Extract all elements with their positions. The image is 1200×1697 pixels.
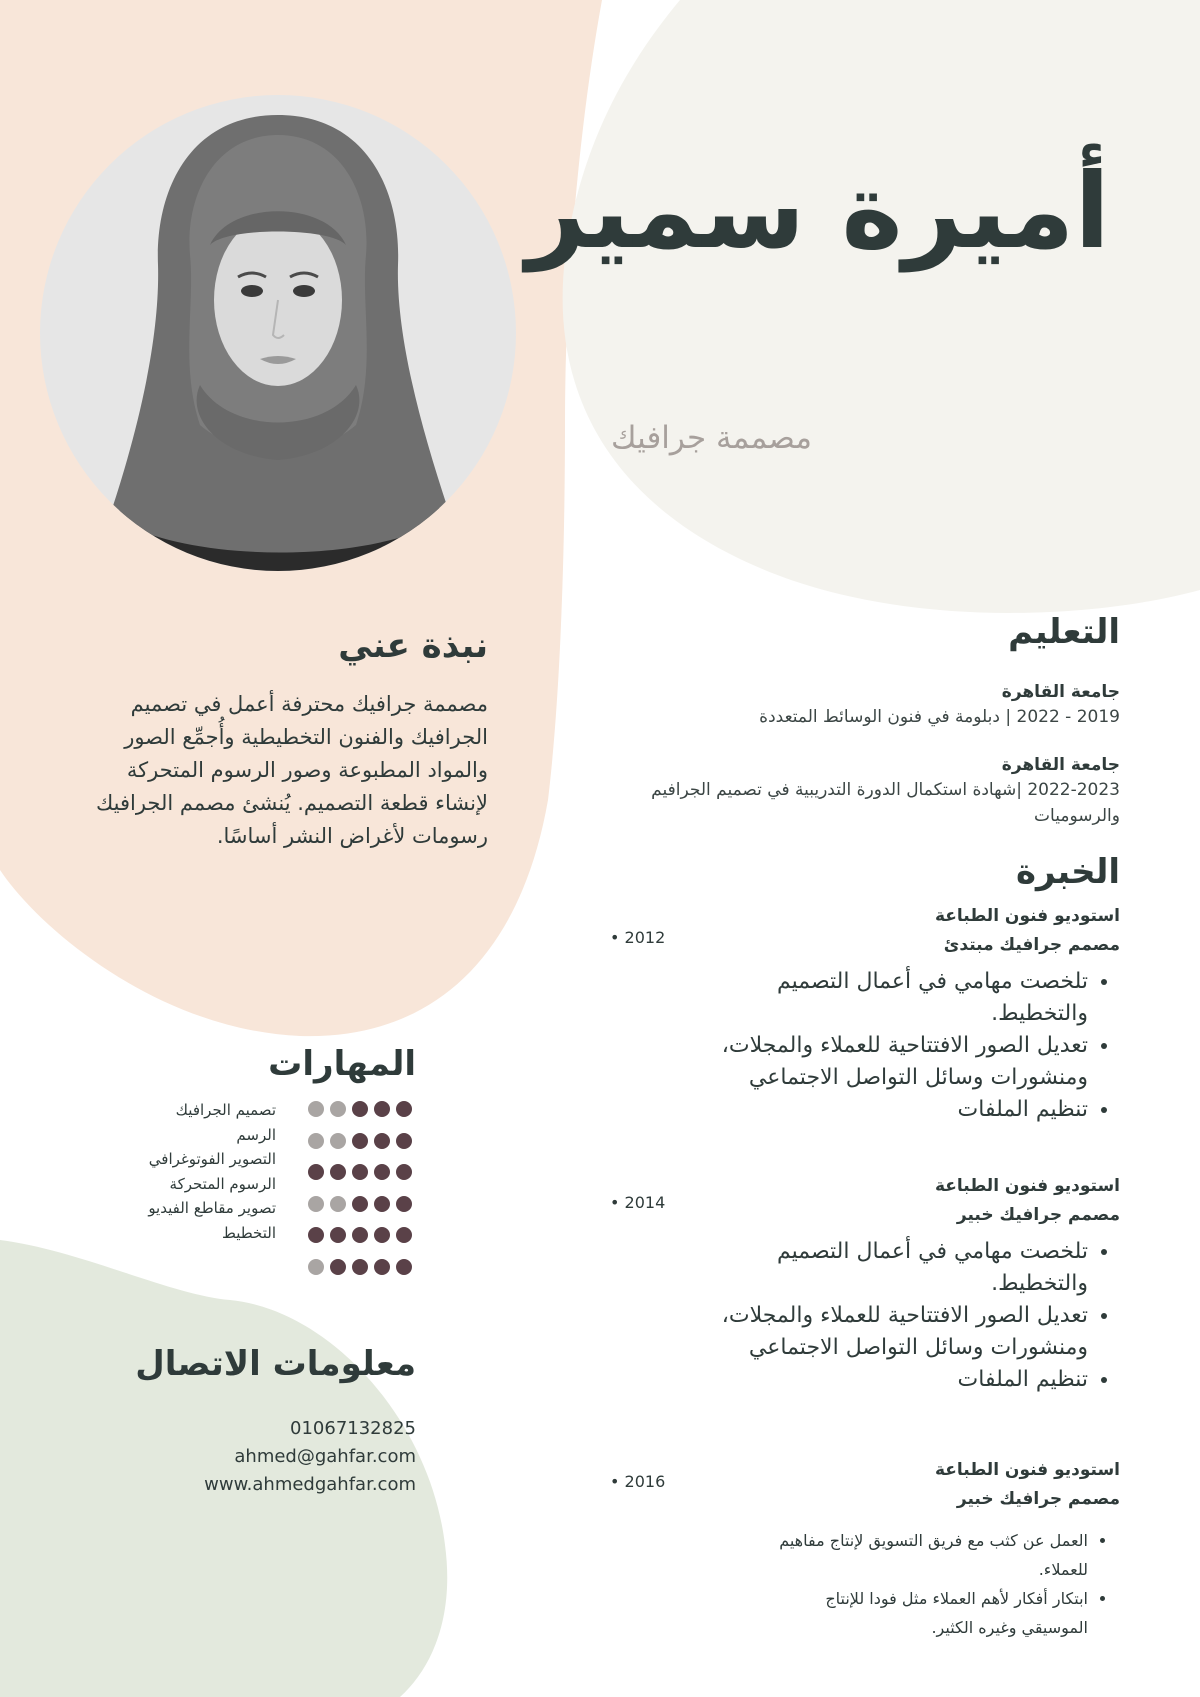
filled-dot: [352, 1196, 368, 1212]
empty-dot: [330, 1101, 346, 1117]
task-item: • تنظيم الملفات: [708, 1094, 1088, 1126]
company-name: استوديو فنون الطباعة: [935, 1176, 1120, 1196]
task-list: [708, 966, 1120, 1126]
company-name: استوديو فنون الطباعة: [935, 906, 1120, 926]
empty-dot: [330, 1196, 346, 1212]
filled-dot: [396, 1133, 412, 1149]
skill-name: تصوير مقاطع الفيديو: [148, 1199, 276, 1217]
empty-dot: [308, 1101, 324, 1117]
institution-name: جامعة القاهرة: [1001, 755, 1120, 775]
empty-dot: [308, 1259, 324, 1275]
experience-heading: الخبرة: [1015, 852, 1120, 892]
task-item: • تلخصت مهامي في أعمال التصميم والتخطيط.: [708, 1236, 1088, 1300]
filled-dot: [330, 1164, 346, 1180]
filled-dot: [374, 1259, 390, 1275]
empty-dot: [308, 1133, 324, 1149]
phone-number: 01067132825: [290, 1418, 416, 1439]
task-item: • تعديل الصور الافتتاحية للعملاء والمجلات، ومنشورات وسائل التواصل الاجتماعي: [708, 1300, 1088, 1364]
skill-dot-row: [308, 1164, 412, 1184]
filled-dot: [330, 1259, 346, 1275]
job-role: مصمم جرافيك خبير: [956, 1489, 1120, 1509]
education-entry: [560, 680, 1120, 730]
task-item: • العمل عن كثب مع فريق التسويق لإنتاج مفاهيم للعملاء.: [758, 1526, 1088, 1584]
filled-dot: [352, 1101, 368, 1117]
skill-name: تصميم الجرافيك: [175, 1101, 276, 1119]
skill-rating-dots: [308, 1101, 412, 1290]
cream-blob: [563, 0, 1200, 613]
task-list: [758, 1526, 1120, 1642]
task-list: [708, 1236, 1120, 1396]
filled-dot: [308, 1164, 324, 1180]
skill-name: التخطيط: [221, 1223, 276, 1242]
company-name: استوديو فنون الطباعة: [935, 1460, 1120, 1480]
filled-dot: [352, 1133, 368, 1149]
contact-info: [204, 1415, 416, 1499]
job-year: • 2014: [610, 1193, 666, 1212]
filled-dot: [396, 1101, 412, 1117]
filled-dot: [396, 1164, 412, 1180]
about-text: مصممة جرافيك محترفة أعمل في تصميم الجرافيك والفنون التخطيطية وأُجمِّع الصور والمواد المطبوعة وصور الرسوم المتحركة لإنشاء قطعة التصميم. يُنشئ مصمم الجرافيك رسومات لأغراض النشر أساسًا.: [95, 692, 488, 848]
contact-heading: معلومات الاتصال: [135, 1344, 416, 1384]
filled-dot: [352, 1164, 368, 1180]
filled-dot: [374, 1133, 390, 1149]
skill-name: الرسم: [236, 1125, 276, 1144]
filled-dot: [396, 1196, 412, 1212]
profile-photo: [40, 95, 516, 571]
filled-dot: [308, 1227, 324, 1243]
skill-dot-row: [308, 1133, 412, 1153]
year-value: 2016: [624, 1472, 666, 1491]
skills-heading: المهارات: [268, 1044, 416, 1084]
filled-dot: [374, 1196, 390, 1212]
education-detail: 2019 - 2022 | دبلومة في فنون الوسائط المتعددة: [759, 707, 1120, 727]
skill-name: الرسوم المتحركة: [169, 1174, 276, 1193]
job-role: مصمم جرافيك مبتدئ: [943, 935, 1120, 955]
filled-dot: [330, 1227, 346, 1243]
skill-name: التصوير الفوتوغرافي: [148, 1150, 276, 1168]
job-year: • 2012: [610, 928, 666, 947]
website-link[interactable]: www.ahmedgahfar.com: [204, 1474, 416, 1495]
education-entry: [560, 753, 1120, 829]
task-item: • تعديل الصور الافتتاحية للعملاء والمجلات، ومنشورات وسائل التواصل الاجتماعي: [708, 1030, 1088, 1094]
empty-dot: [330, 1133, 346, 1149]
job-title: مصممة جرافيك: [611, 420, 812, 456]
filled-dot: [396, 1259, 412, 1275]
about-heading: نبذة عني: [338, 626, 488, 666]
skill-dot-row: [308, 1196, 412, 1216]
skill-dot-row: [308, 1227, 412, 1247]
institution-name: جامعة القاهرة: [1001, 682, 1120, 702]
filled-dot: [352, 1227, 368, 1243]
person-name: أميرة سمير: [526, 150, 1110, 272]
portrait-illustration: [40, 95, 516, 571]
education-heading: التعليم: [1008, 612, 1120, 652]
job-role: مصمم جرافيك خبير: [956, 1205, 1120, 1225]
email-link[interactable]: ahmed@gahfar.com: [234, 1446, 416, 1467]
year-value: 2012: [624, 928, 666, 947]
education-detail: 2022-2023 |شهادة استكمال الدورة التدريبية في تصميم الجرافيم والرسوميات: [651, 780, 1120, 826]
skill-dot-row: [308, 1101, 412, 1121]
skills-list: [76, 1098, 276, 1245]
filled-dot: [374, 1101, 390, 1117]
task-item: • تنظيم الملفات: [708, 1364, 1088, 1396]
year-value: 2014: [624, 1193, 666, 1212]
job-year: • 2016: [610, 1472, 666, 1491]
filled-dot: [352, 1259, 368, 1275]
filled-dot: [374, 1227, 390, 1243]
filled-dot: [396, 1227, 412, 1243]
filled-dot: [374, 1164, 390, 1180]
empty-dot: [308, 1196, 324, 1212]
skill-dot-row: [308, 1259, 412, 1279]
task-item: • ابتكار أفكار لأهم العملاء مثل فودا للإنتاج الموسيقي وغيره الكثير.: [758, 1584, 1088, 1642]
task-item: • تلخصت مهامي في أعمال التصميم والتخطيط.: [708, 966, 1088, 1030]
